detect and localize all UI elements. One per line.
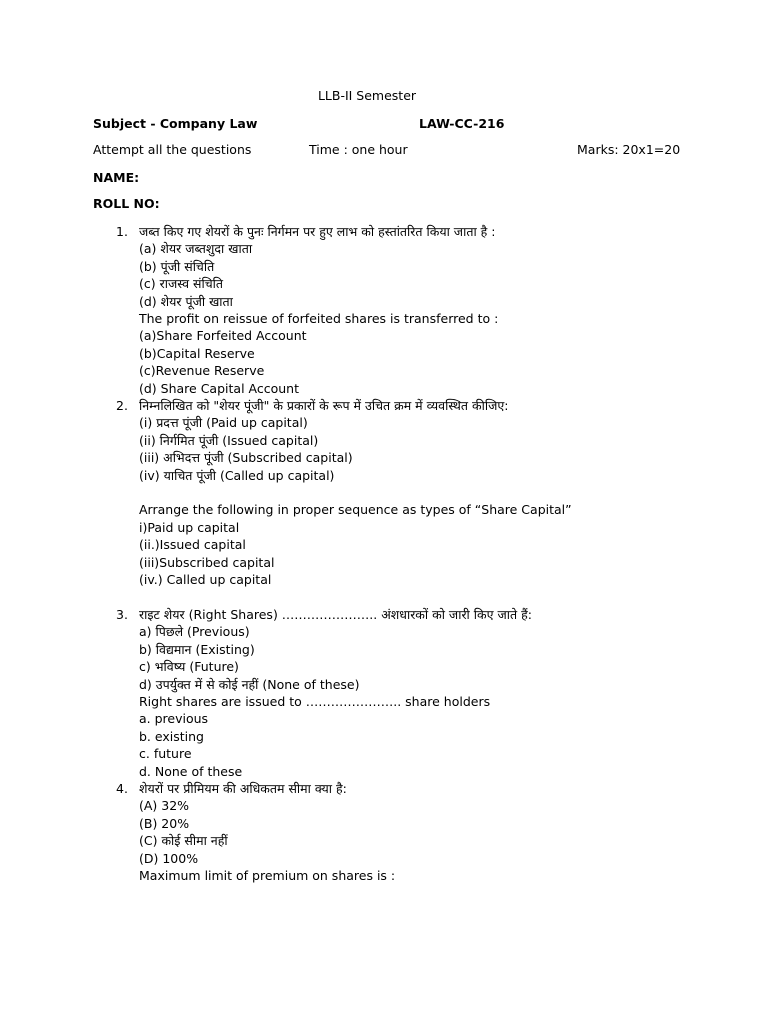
- question-number: 1.: [116, 224, 128, 239]
- question-line: b. existing: [139, 728, 204, 744]
- question-line: (iii) अभिदत्त पूंजी (Subscribed capital): [139, 450, 353, 466]
- question-line: (C) कोई सीमा नहीं: [139, 833, 228, 849]
- marks-text: Marks: 20x1=20: [577, 142, 681, 157]
- question-line: Right shares are issued to ………………….. share holders: [139, 693, 491, 709]
- question-list: [93, 223, 673, 884]
- question-line: a) पिछले (Previous): [139, 624, 250, 640]
- question-line: Arrange the following in proper sequence as types of “Share Capital”: [139, 502, 572, 518]
- question-line: (c) राजस्व संचिति: [139, 276, 223, 292]
- question-line: (A) 32%: [139, 798, 190, 814]
- question-line: (iv.) Called up capital: [139, 572, 272, 588]
- question-1: [93, 223, 673, 397]
- question-line: (iii)Subscribed capital: [139, 554, 275, 570]
- question-line: (a) शेयर जब्तशुदा खाता: [139, 241, 253, 257]
- name-label: NAME:: [93, 170, 140, 185]
- question-line: d. None of these: [139, 763, 243, 779]
- time-text: Time : one hour: [309, 142, 408, 157]
- blank-line: [139, 484, 673, 501]
- question-line: (B) 20%: [139, 815, 190, 831]
- question-line: (c)Revenue Reserve: [139, 363, 265, 379]
- question-stem: शेयरों पर प्रीमियम की अधिकतम सीमा क्या है:: [139, 780, 347, 796]
- question-line: (d) Share Capital Account: [139, 380, 299, 396]
- semester-title: LLB-II Semester: [317, 88, 417, 103]
- question-line: a. previous: [139, 711, 209, 727]
- blank-line: [139, 589, 673, 606]
- question-line: The profit on reissue of forfeited shares is transferred to :: [139, 311, 499, 327]
- question-line: (ii.)Issued capital: [139, 537, 246, 553]
- question-line: (b)Capital Reserve: [139, 345, 255, 361]
- instruction-text: Attempt all the questions: [93, 142, 252, 157]
- question-line: (d) शेयर पूंजी खाता: [139, 293, 233, 309]
- question-stem: राइट शेयर (Right Shares) ………………….. अंशधारकों को जारी किए जाते हैं:: [139, 606, 532, 622]
- question-line: c) भविष्य (Future): [139, 659, 239, 675]
- question-line: c. future: [139, 746, 192, 762]
- question-stem: निम्नलिखित को "शेयर पूंजी" के प्रकारों के रूप में उचित क्रम में व्यवस्थित कीजिए:: [139, 398, 509, 414]
- roll-number-label: ROLL NO:: [93, 196, 160, 211]
- question-line: (iv) याचित पूंजी (Called up capital): [139, 467, 335, 483]
- question-2: [93, 397, 673, 606]
- question-line: d) उपर्युक्त में से कोई नहीं (None of these): [139, 676, 360, 692]
- question-line: b) विद्यमान (Existing): [139, 641, 255, 657]
- question-number: 4.: [116, 780, 128, 796]
- question-line: (i) प्रदत्त पूंजी (Paid up capital): [139, 415, 308, 431]
- question-line: i)Paid up capital: [139, 519, 240, 535]
- question-line: Maximum limit of premium on shares is :: [139, 868, 396, 883]
- question-stem: जब्त किए गए शेयरों के पुनः निर्गमन पर हुए लाभ को हस्तांतरित किया जाता है :: [139, 224, 496, 239]
- question-3: [93, 606, 673, 780]
- subject-label: Subject - Company Law: [93, 116, 258, 131]
- question-number: 3.: [116, 606, 128, 622]
- course-code: LAW-CC-216: [419, 116, 505, 131]
- question-number: 2.: [116, 398, 128, 414]
- question-line: (b) पूंजी संचिति: [139, 258, 215, 274]
- question-line: (D) 100%: [139, 850, 199, 866]
- question-line: (ii) निर्गमित पूंजी (Issued capital): [139, 432, 319, 448]
- question-4: [93, 780, 673, 884]
- question-line: (a)Share Forfeited Account: [139, 328, 307, 344]
